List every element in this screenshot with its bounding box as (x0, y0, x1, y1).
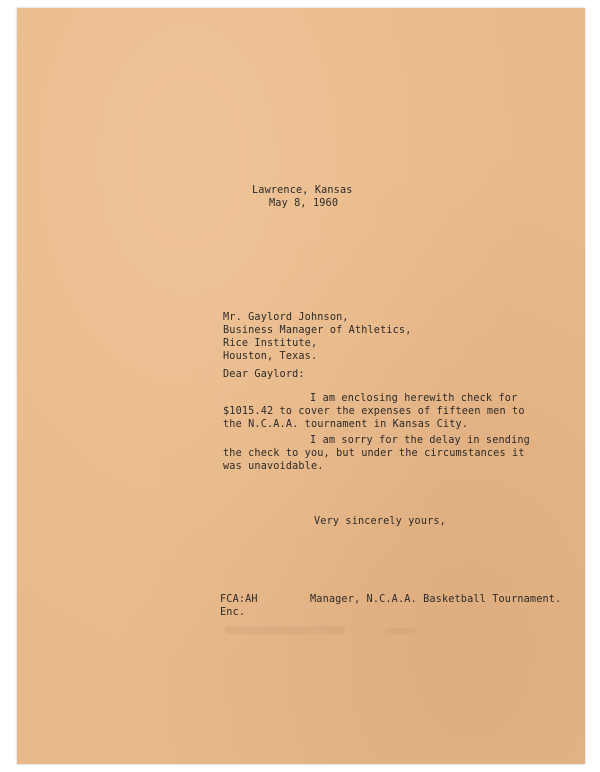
paragraph-1-line: I am enclosing herewith check for (310, 393, 518, 404)
typist-initials: FCA:AH (220, 594, 258, 605)
recipient-line: Mr. Gaylord Johnson, (223, 312, 349, 323)
signature-title: Manager, N.C.A.A. Basketball Tournament. (310, 594, 562, 605)
closing: Very sincerely yours, (314, 516, 446, 527)
salutation: Dear Gaylord: (223, 369, 305, 380)
paragraph-1-line: $1015.42 to cover the expenses of fifteen men to (223, 406, 525, 417)
enclosure-note: Enc. (220, 607, 246, 618)
bleed-through-mark (385, 628, 415, 635)
paragraph-2-line: I am sorry for the delay in sending (310, 435, 530, 446)
paragraph-1-line: the N.C.A.A. tournament in Kansas City. (223, 419, 469, 430)
place-line: Lawrence, Kansas (252, 185, 353, 196)
paragraph-2-line: the check to you, but under the circumstances it (223, 448, 525, 459)
recipient-line: Business Manager of Athletics, (223, 325, 412, 336)
paragraph-2-line: was unavoidable. (223, 461, 324, 472)
date-line: May 8, 1960 (269, 198, 339, 209)
recipient-line: Rice Institute, (223, 338, 318, 349)
bleed-through-mark (225, 626, 345, 634)
recipient-line: Houston, Texas. (223, 351, 318, 362)
letter-page (17, 8, 585, 764)
